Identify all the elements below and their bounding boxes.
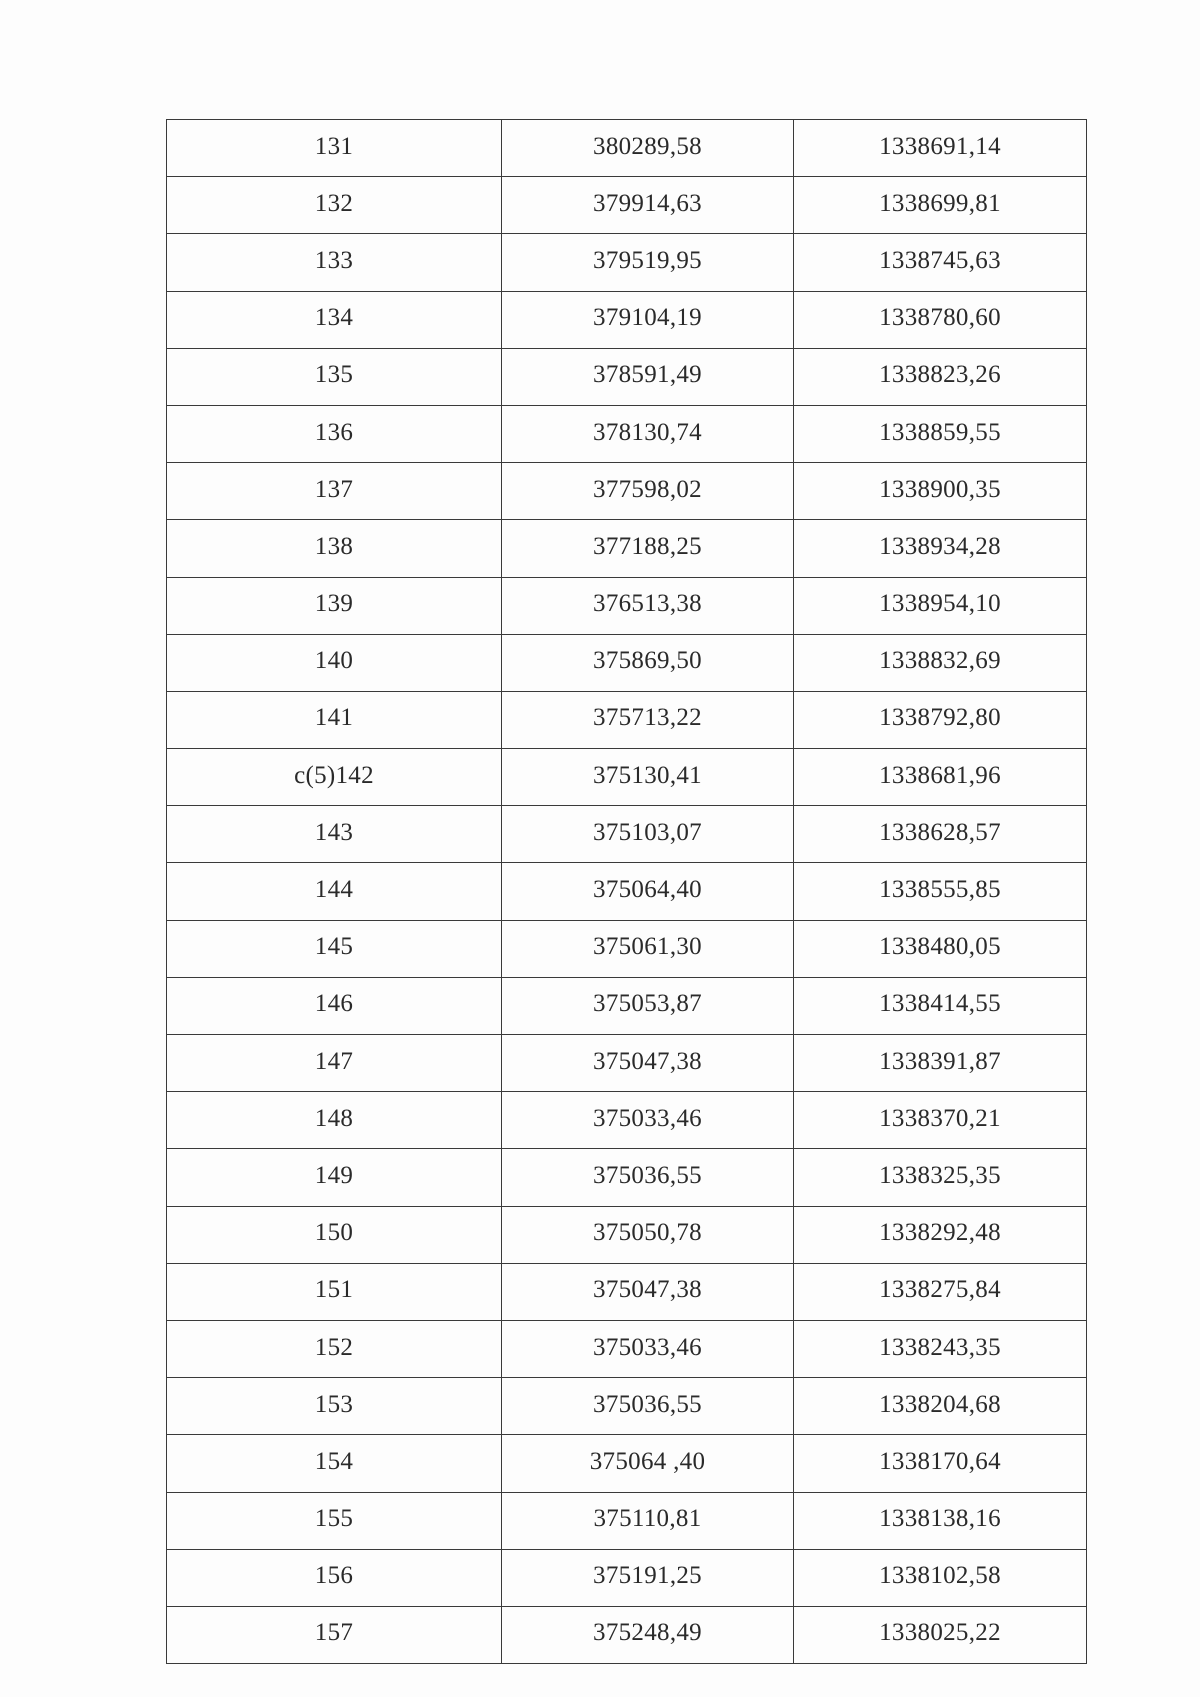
point-number-cell: 157: [167, 1606, 502, 1663]
x-coordinate-cell: 375191,25: [502, 1549, 794, 1606]
table-row: [167, 1435, 1087, 1492]
x-coordinate-cell: 375064 ,40: [502, 1435, 794, 1492]
table-row: [167, 177, 1087, 234]
point-number-cell: 155: [167, 1492, 502, 1549]
table-row: [167, 463, 1087, 520]
x-coordinate-cell: 375050,78: [502, 1206, 794, 1263]
table-row: [167, 1378, 1087, 1435]
point-number-cell: 148: [167, 1092, 502, 1149]
x-coordinate-cell: 375248,49: [502, 1606, 794, 1663]
y-coordinate-cell: 1338243,35: [794, 1320, 1087, 1377]
table-row: [167, 920, 1087, 977]
table-row: [167, 863, 1087, 920]
point-number-cell: 135: [167, 348, 502, 405]
point-number-cell: c(5)142: [167, 749, 502, 806]
point-number-cell: 131: [167, 120, 502, 177]
point-number-cell: 136: [167, 405, 502, 462]
point-number-cell: 154: [167, 1435, 502, 1492]
coordinates-table: [166, 119, 1087, 1664]
point-number-cell: 137: [167, 463, 502, 520]
x-coordinate-cell: 375036,55: [502, 1378, 794, 1435]
y-coordinate-cell: 1338745,63: [794, 234, 1087, 291]
x-coordinate-cell: 377598,02: [502, 463, 794, 520]
point-number-cell: 146: [167, 977, 502, 1034]
x-coordinate-cell: 375110,81: [502, 1492, 794, 1549]
point-number-cell: 132: [167, 177, 502, 234]
point-number-cell: 150: [167, 1206, 502, 1263]
y-coordinate-cell: 1338934,28: [794, 520, 1087, 577]
x-coordinate-cell: 375036,55: [502, 1149, 794, 1206]
table-row: [167, 1263, 1087, 1320]
y-coordinate-cell: 1338370,21: [794, 1092, 1087, 1149]
y-coordinate-cell: 1338823,26: [794, 348, 1087, 405]
y-coordinate-cell: 1338555,85: [794, 863, 1087, 920]
table-row: [167, 120, 1087, 177]
y-coordinate-cell: 1338275,84: [794, 1263, 1087, 1320]
point-number-cell: 145: [167, 920, 502, 977]
x-coordinate-cell: 375047,38: [502, 1263, 794, 1320]
y-coordinate-cell: 1338170,64: [794, 1435, 1087, 1492]
x-coordinate-cell: 380289,58: [502, 120, 794, 177]
table-row: [167, 1206, 1087, 1263]
x-coordinate-cell: 375061,30: [502, 920, 794, 977]
y-coordinate-cell: 1338780,60: [794, 291, 1087, 348]
point-number-cell: 143: [167, 806, 502, 863]
x-coordinate-cell: 376513,38: [502, 577, 794, 634]
table-row: [167, 1549, 1087, 1606]
point-number-cell: 149: [167, 1149, 502, 1206]
x-coordinate-cell: 378130,74: [502, 405, 794, 462]
table-row: [167, 577, 1087, 634]
table-row: [167, 634, 1087, 691]
y-coordinate-cell: 1338859,55: [794, 405, 1087, 462]
table-row: [167, 1606, 1087, 1663]
table-row: [167, 291, 1087, 348]
table-row: [167, 234, 1087, 291]
table-row: [167, 1320, 1087, 1377]
point-number-cell: 133: [167, 234, 502, 291]
y-coordinate-cell: 1338292,48: [794, 1206, 1087, 1263]
y-coordinate-cell: 1338414,55: [794, 977, 1087, 1034]
x-coordinate-cell: 375033,46: [502, 1092, 794, 1149]
table-row: [167, 806, 1087, 863]
y-coordinate-cell: 1338792,80: [794, 691, 1087, 748]
point-number-cell: 152: [167, 1320, 502, 1377]
x-coordinate-cell: 375047,38: [502, 1035, 794, 1092]
y-coordinate-cell: 1338025,22: [794, 1606, 1087, 1663]
x-coordinate-cell: 375064,40: [502, 863, 794, 920]
y-coordinate-cell: 1338900,35: [794, 463, 1087, 520]
x-coordinate-cell: 378591,49: [502, 348, 794, 405]
y-coordinate-cell: 1338699,81: [794, 177, 1087, 234]
table-row: [167, 520, 1087, 577]
table-row: [167, 749, 1087, 806]
x-coordinate-cell: 375033,46: [502, 1320, 794, 1377]
point-number-cell: 144: [167, 863, 502, 920]
y-coordinate-cell: 1338480,05: [794, 920, 1087, 977]
y-coordinate-cell: 1338954,10: [794, 577, 1087, 634]
table-row: [167, 1092, 1087, 1149]
point-number-cell: 138: [167, 520, 502, 577]
y-coordinate-cell: 1338325,35: [794, 1149, 1087, 1206]
x-coordinate-cell: 379519,95: [502, 234, 794, 291]
y-coordinate-cell: 1338832,69: [794, 634, 1087, 691]
point-number-cell: 153: [167, 1378, 502, 1435]
table-row: [167, 1492, 1087, 1549]
y-coordinate-cell: 1338391,87: [794, 1035, 1087, 1092]
point-number-cell: 140: [167, 634, 502, 691]
x-coordinate-cell: 375103,07: [502, 806, 794, 863]
x-coordinate-cell: 375130,41: [502, 749, 794, 806]
x-coordinate-cell: 379104,19: [502, 291, 794, 348]
x-coordinate-cell: 375053,87: [502, 977, 794, 1034]
coordinates-table-body: [167, 120, 1087, 1664]
y-coordinate-cell: 1338681,96: [794, 749, 1087, 806]
point-number-cell: 147: [167, 1035, 502, 1092]
x-coordinate-cell: 375713,22: [502, 691, 794, 748]
point-number-cell: 139: [167, 577, 502, 634]
table-row: [167, 977, 1087, 1034]
x-coordinate-cell: 377188,25: [502, 520, 794, 577]
table-row: [167, 691, 1087, 748]
y-coordinate-cell: 1338628,57: [794, 806, 1087, 863]
point-number-cell: 134: [167, 291, 502, 348]
point-number-cell: 156: [167, 1549, 502, 1606]
table-row: [167, 1149, 1087, 1206]
table-row: [167, 348, 1087, 405]
x-coordinate-cell: 379914,63: [502, 177, 794, 234]
point-number-cell: 151: [167, 1263, 502, 1320]
y-coordinate-cell: 1338102,58: [794, 1549, 1087, 1606]
y-coordinate-cell: 1338204,68: [794, 1378, 1087, 1435]
y-coordinate-cell: 1338138,16: [794, 1492, 1087, 1549]
table-row: [167, 405, 1087, 462]
point-number-cell: 141: [167, 691, 502, 748]
x-coordinate-cell: 375869,50: [502, 634, 794, 691]
table-row: [167, 1035, 1087, 1092]
y-coordinate-cell: 1338691,14: [794, 120, 1087, 177]
